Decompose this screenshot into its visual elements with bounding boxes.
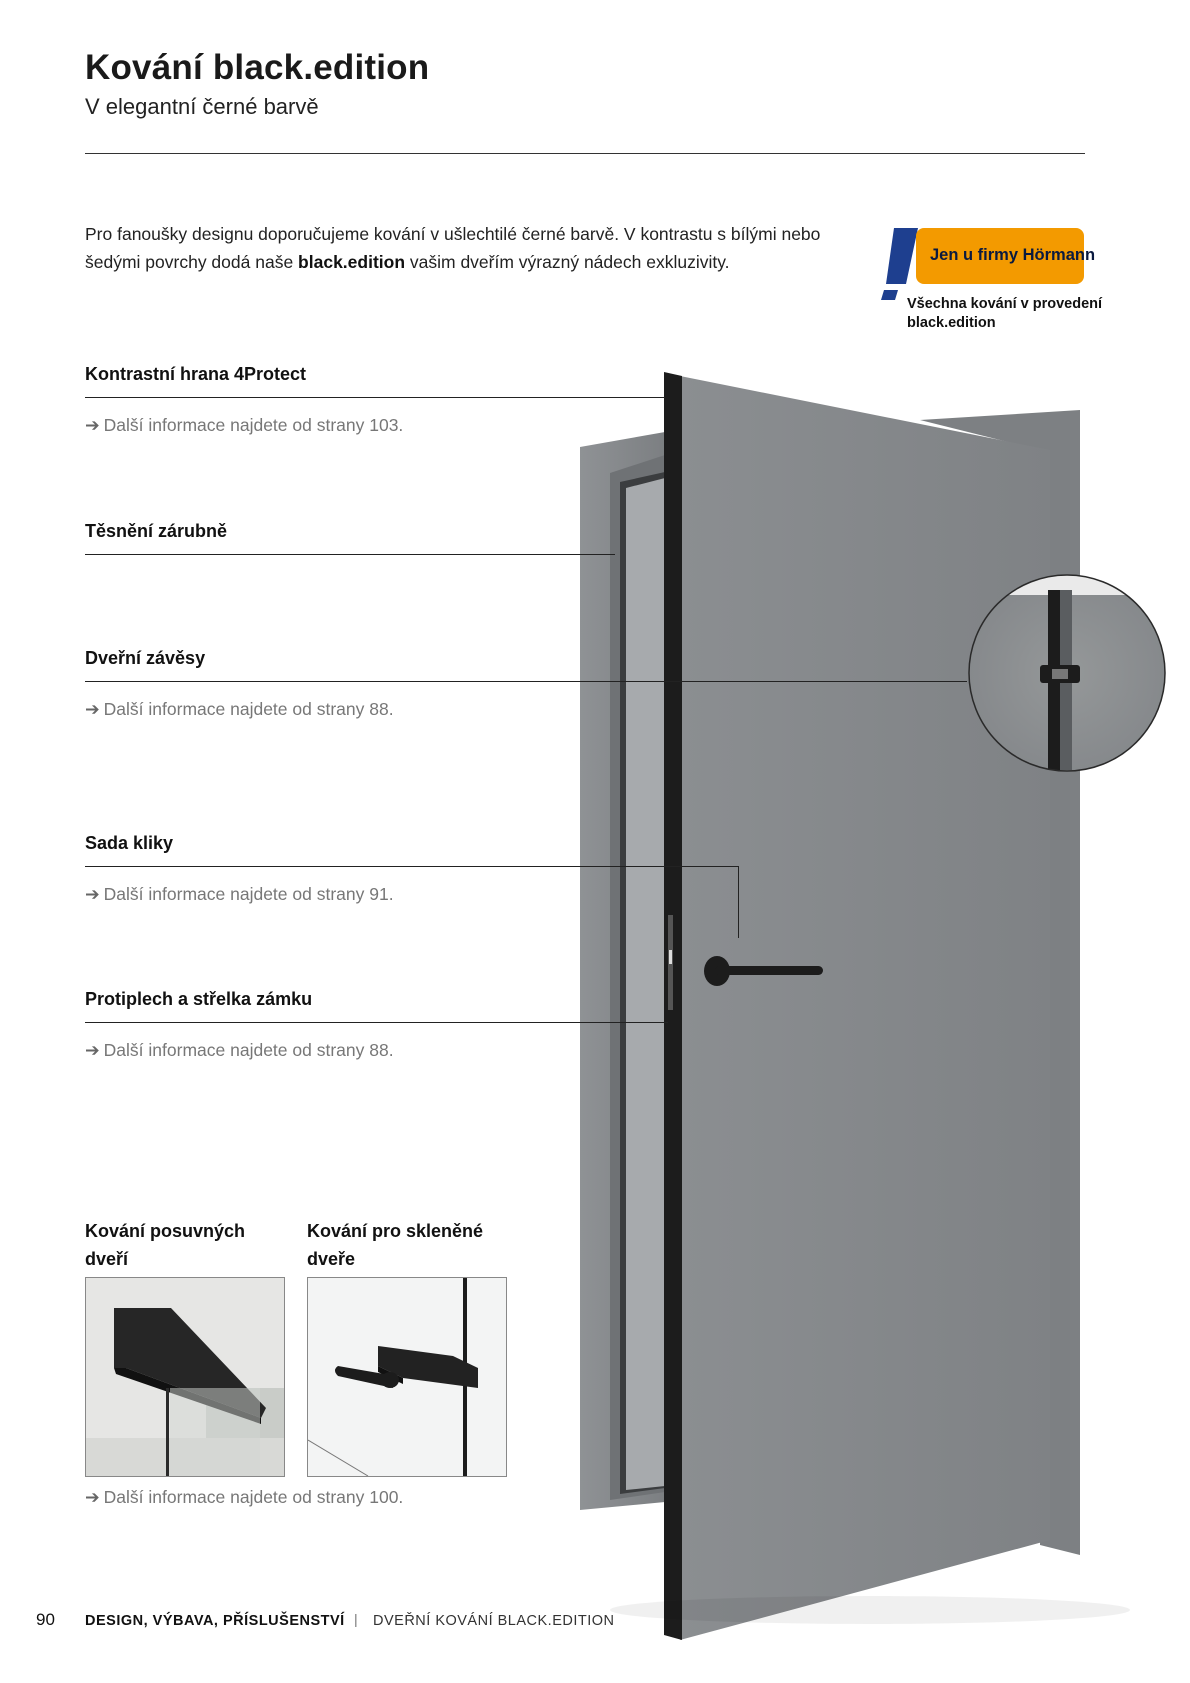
leader-line-strike-plate [85,1022,668,1023]
arrow-right-icon: ➔ [85,1040,100,1060]
arrow-right-icon: ➔ [85,884,100,904]
page-title: Kování black.edition [85,48,430,87]
page-number: 90 [36,1610,55,1629]
intro-paragraph [85,220,840,276]
leader-line-contrast-edge [85,397,665,398]
more-info-text: Další informace najdete od strany 100. [103,1487,404,1507]
leader-line-hinges [85,681,967,682]
more-info-hinges[interactable] [85,699,394,720]
sliding-door-image [85,1277,285,1477]
feature-label-frame-seal: Těsnění zárubně [85,521,228,541]
feature-label-contrast-edge: Kontrastní hrana 4Protect [85,364,307,384]
leader-line-handle-set [85,866,739,867]
more-info-text: Další informace najdete od strany 91. [103,884,394,904]
more-info-text: Další informace najdete od strany 88. [103,1040,394,1060]
badge-label: Jen u firmy Hörmann [930,246,1096,264]
intro-text-2: vašim dveřím výrazný nádech exkluzivity. [405,252,730,272]
more-info-text: Další informace najdete od strany 88. [103,699,394,719]
more-info-contrast-edge[interactable] [85,415,403,436]
footer-topic: DVEŘNÍ KOVÁNÍ BLACK.EDITION [373,1613,615,1629]
more-info-handle-set[interactable] [85,884,394,905]
leader-line-handle-set-drop [738,866,739,938]
intro-text-bold: black.edition [298,252,406,272]
glass-door-label: Kování pro skleněné dveře [307,1221,484,1269]
footer-separator: | [354,1611,358,1627]
glass-door-image [307,1277,507,1477]
feature-label-hinges: Dveřní závěsy [85,648,206,668]
more-info-text: Další informace najdete od strany 103. [103,415,404,435]
header-divider [85,153,1085,154]
footer-section: DESIGN, VÝBAVA, PŘÍSLUŠENSTVÍ [85,1613,345,1629]
more-info-hardware[interactable] [85,1487,403,1508]
more-info-strike-plate[interactable] [85,1040,394,1061]
intro-text-1: Pro fanoušky designu doporučujeme kování v ušlechtilé černé barvě. V kontrastu s bílými nebo šedými povrchy dodá naše [85,224,821,272]
arrow-right-icon: ➔ [85,415,100,435]
arrow-right-icon: ➔ [85,699,100,719]
feature-label-strike-plate: Protiplech a střelka zámku [85,989,313,1009]
door-illustration [570,360,1170,1650]
badge-note: Všechna kování v provedení black.edition [907,296,1103,331]
leader-line-frame-seal [85,554,615,555]
feature-label-handle-set: Sada kliky [85,833,174,853]
arrow-right-icon: ➔ [85,1487,100,1507]
page-subtitle: V elegantní černé barvě [85,94,319,119]
sliding-door-label: Kování posuvných dveří [85,1221,246,1269]
